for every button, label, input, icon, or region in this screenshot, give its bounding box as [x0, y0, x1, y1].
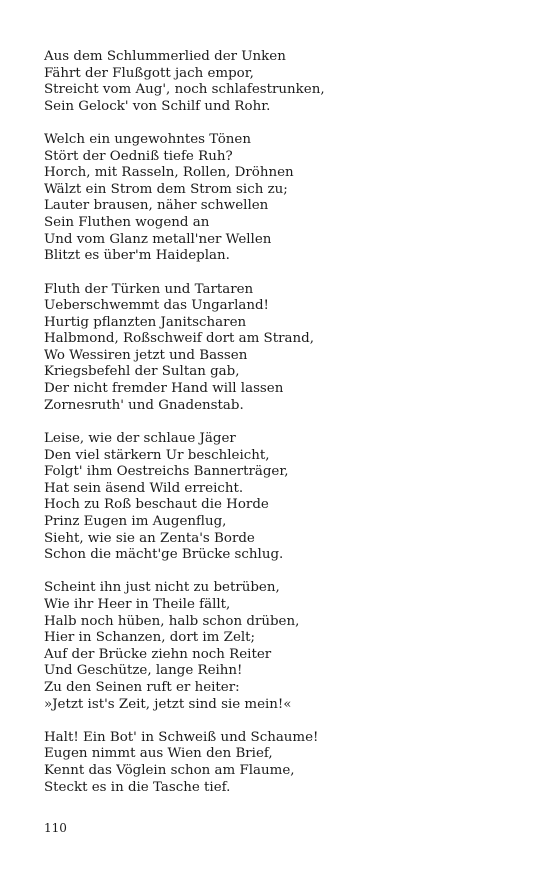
poem-line: Hurtig pflanzten Janitscharen [44, 314, 247, 330]
poem-line: Sein Fluthen wogend an [44, 215, 210, 231]
poem-line: Scheint ihn just nicht zu betrüben, [44, 580, 280, 596]
poem-line: Halbmond, Roßschweif dort am Strand, [44, 331, 314, 347]
poem-line: Hoch zu Roß beschaut die Horde [44, 497, 269, 513]
poem-line: Zornesruth' und Gnadenstab. [44, 397, 244, 413]
poem-line: Leise, wie der schlaue Jäger [44, 430, 236, 446]
poem-line: Der nicht fremder Hand will lassen [44, 381, 284, 397]
stanza-3 [44, 282, 524, 415]
poem-line: Kriegsbefehl der Sultan gab, [44, 364, 240, 380]
poem-line: Hat sein äsend Wild erreicht. [44, 480, 244, 496]
poem-line: Eugen nimmt aus Wien den Brief, [44, 746, 273, 762]
poem-line: Welch ein ungewohntes Tönen [44, 132, 251, 148]
page-number: 110 [44, 821, 67, 835]
poem-line: Hier in Schanzen, dort im Zelt; [44, 630, 256, 646]
poem-line: Steckt es in die Tasche tief. [44, 779, 231, 795]
poem-line: Kennt das Vöglein schon am Flaume, [44, 763, 295, 778]
poem-line: Halb noch hüben, halb schon drüben, [44, 613, 300, 629]
poem-line: Ueberschwemmt das Ungarland! [44, 298, 269, 314]
poem-line: Halt! Ein Bot' in Schweiß und Schaume! [44, 729, 319, 745]
poem-line: Stört der Oedniß tiefe Ruh? [44, 148, 233, 164]
stanza-5 [44, 580, 524, 713]
poem-line: »Jetzt ist's Zeit, jetzt sind sie mein!« [44, 696, 292, 712]
poem-line: Und vom Glanz metall'ner Wellen [44, 231, 272, 247]
poem-line: Sieht, wie sie an Zenta's Borde [44, 530, 255, 546]
poem-line: Den viel stärkern Ur beschleicht, [44, 447, 270, 463]
poem-line: Zu den Seinen ruft er heiter: [44, 679, 240, 695]
poem-line: Auf der Brücke ziehn noch Reiter [44, 646, 272, 662]
poem-line: Horch, mit Rasseln, Rollen, Dröhnen [44, 165, 294, 181]
poem-line: Blitzt es über'm Haideplan. [44, 248, 230, 264]
poem-line: Streicht vom Aug', noch schlafestrunken, [44, 82, 325, 98]
poem-line: Wälzt ein Strom dem Strom sich zu; [44, 181, 288, 197]
stanza-2 [44, 132, 524, 265]
poem-line: Sein Gelock' von Schilf und Rohr. [44, 98, 271, 114]
poem-line: Und Geschütze, lange Reihn! [44, 663, 243, 679]
poem-line: Lauter brausen, näher schwellen [44, 198, 269, 214]
poem-line: Aus dem Schlummerlied der Unken [44, 49, 286, 64]
stanza-4 [44, 431, 524, 564]
poem-line: Fährt der Flußgott jach empor, [44, 65, 254, 81]
poem-line: Wo Wessiren jetzt und Bassen [44, 347, 248, 363]
stanza-6 [44, 730, 524, 796]
poem-line: Wie ihr Heer in Theile fällt, [44, 596, 231, 612]
poem-line: Folgt' ihm Oestreichs Bannerträger, [44, 464, 289, 480]
poem-line: Fluth der Türken und Tartaren [44, 281, 254, 297]
poem-line: Schon die mächt'ge Brücke schlug. [44, 547, 284, 563]
stanza-1 [44, 49, 524, 115]
poem-line: Prinz Eugen im Augenflug, [44, 513, 227, 529]
poem-text [44, 49, 524, 813]
